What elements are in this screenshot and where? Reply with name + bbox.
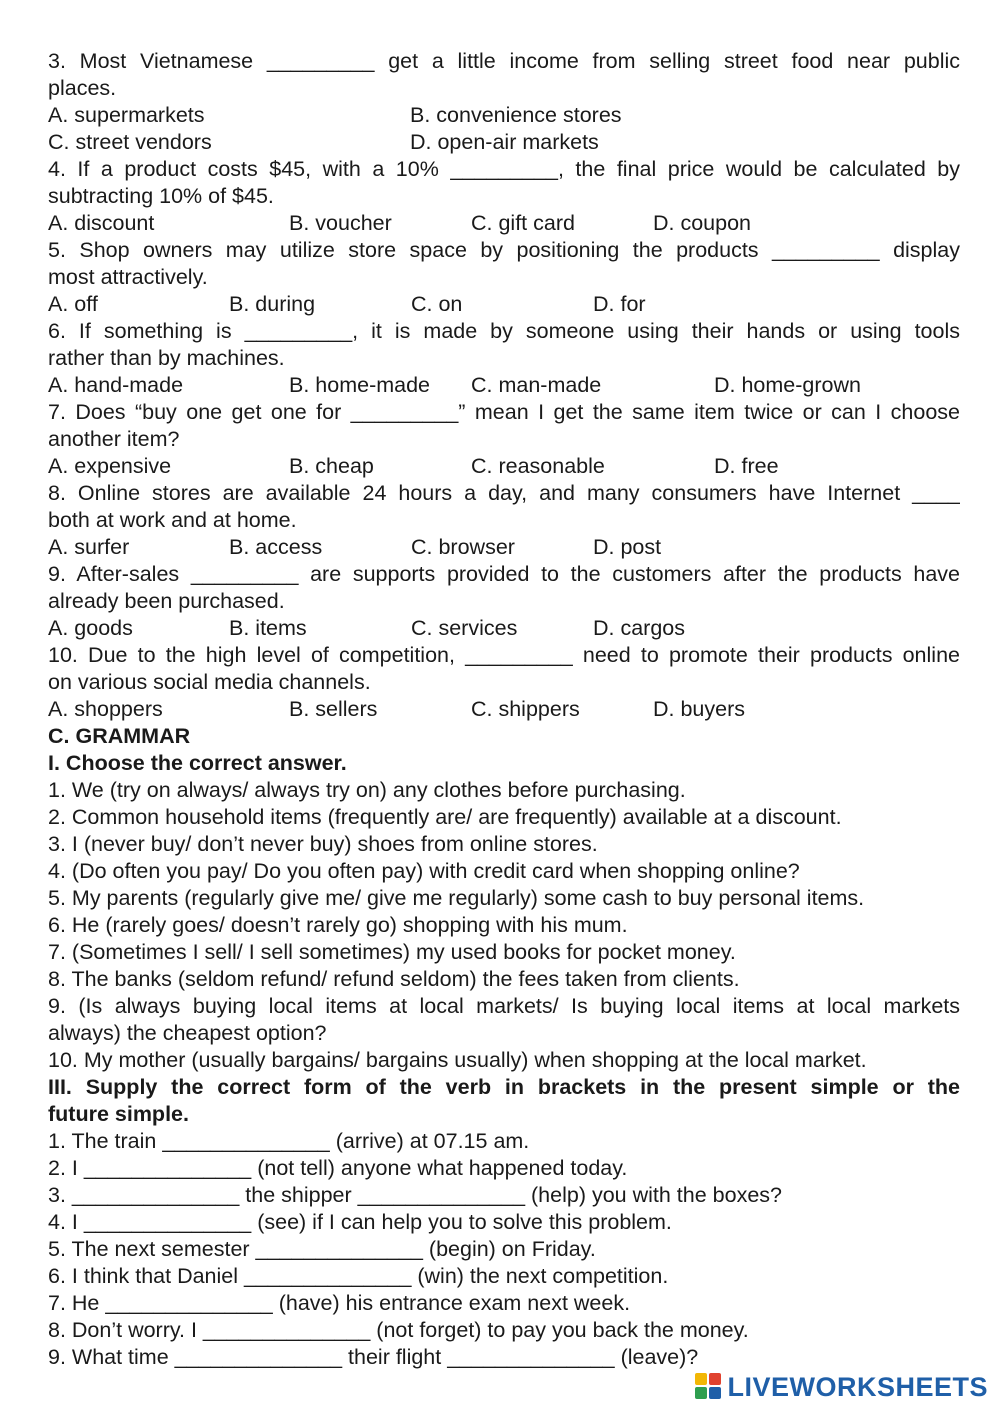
part-3-title-line2: future simple. [48, 1102, 189, 1126]
verb-form-item: 3. ______________ the shipper ______________ (help) you with the boxes? [48, 1183, 782, 1207]
grammar-item: 2. Common household items (frequently are/ are frequently) available at a discount. [48, 805, 842, 829]
option-c[interactable]: C. man-made [471, 373, 602, 397]
option-d[interactable]: D. coupon [653, 211, 752, 235]
option-b[interactable]: B. voucher [289, 211, 392, 235]
option-c[interactable]: C. browser [411, 535, 515, 559]
verb-form-item: 5. The next semester ______________ (begin) on Friday. [48, 1237, 596, 1261]
option-b[interactable]: B. sellers [289, 697, 378, 721]
question-4-options [48, 210, 960, 237]
grammar-item: 6. He (rarely goes/ doesn’t rarely go) shopping with his mum. [48, 913, 628, 937]
option-c[interactable]: C. on [411, 292, 463, 316]
question-10-line2: on various social media channels. [48, 670, 371, 694]
option-a[interactable]: A. off [48, 292, 98, 316]
question-9-line2: already been purchased. [48, 589, 285, 613]
option-a[interactable]: A. supermarkets [48, 103, 205, 127]
option-d[interactable]: D. open-air markets [410, 130, 599, 154]
option-d[interactable]: D. for [593, 292, 646, 316]
question-7-options [48, 453, 960, 480]
question-9-line1: 9. After-sales _________ are supports provided to the customers after the products have [48, 562, 960, 586]
grammar-item: 4. (Do often you pay/ Do you often pay) with credit card when shopping online? [48, 859, 800, 883]
question-5-options [48, 291, 960, 318]
question-8-line1: 8. Online stores are available 24 hours a day, and many consumers have Internet ____ [48, 481, 960, 505]
liveworksheets-logo-icon [695, 1373, 723, 1401]
question-7-line1: 7. Does “buy one get one for _________” mean I get the same item twice or can I choose [48, 400, 960, 424]
question-5-line1: 5. Shop owners may utilize store space by positioning the products _________ display [48, 238, 960, 262]
option-c[interactable]: C. gift card [471, 211, 575, 235]
part-3-title-line1: III. Supply the correct form of the verb in brackets in the present simple or the [48, 1075, 960, 1099]
section-heading-grammar: C. GRAMMAR [48, 724, 191, 748]
question-9-options [48, 615, 960, 642]
option-d[interactable]: D. free [714, 454, 779, 478]
part-1-title: I. Choose the correct answer. [48, 751, 347, 775]
question-8-options [48, 534, 960, 561]
question-3-options-row2 [48, 129, 960, 156]
question-4-line2: subtracting 10% of $45. [48, 184, 274, 208]
option-b[interactable]: B. items [229, 616, 307, 640]
grammar-item: 1. We (try on always/ always try on) any clothes before purchasing. [48, 778, 686, 802]
question-6-line2: rather than by machines. [48, 346, 285, 370]
grammar-item: 5. My parents (regularly give me/ give me regularly) some cash to buy personal items. [48, 886, 865, 910]
grammar-item-9-line2: always) the cheapest option? [48, 1021, 327, 1045]
question-10-line1: 10. Due to the high level of competition, _________ need to promote their products online [48, 643, 960, 667]
option-a[interactable]: A. surfer [48, 535, 130, 559]
question-7-line2: another item? [48, 427, 180, 451]
verb-form-item: 1. The train ______________ (arrive) at 07.15 am. [48, 1129, 530, 1153]
question-10-options [48, 696, 960, 723]
option-b[interactable]: B. cheap [289, 454, 374, 478]
option-c[interactable]: C. reasonable [471, 454, 605, 478]
verb-form-item: 8. Don’t worry. I ______________ (not forget) to pay you back the money. [48, 1318, 749, 1342]
option-a[interactable]: A. discount [48, 211, 155, 235]
grammar-item: 10. My mother (usually bargains/ bargains usually) when shopping at the local market. [48, 1048, 867, 1072]
worksheet-page [48, 48, 960, 1371]
question-8-line2: both at work and at home. [48, 508, 297, 532]
option-b[interactable]: B. convenience stores [410, 103, 622, 127]
option-d[interactable]: D. post [593, 535, 662, 559]
question-6-line1: 6. If something is _________, it is made by someone using their hands or using tools [48, 319, 960, 343]
option-a[interactable]: A. goods [48, 616, 133, 640]
option-a[interactable]: A. expensive [48, 454, 172, 478]
question-6-options [48, 372, 960, 399]
option-b[interactable]: B. access [229, 535, 323, 559]
question-3-line1: 3. Most Vietnamese _________ get a little income from selling street food near public [48, 49, 960, 73]
verb-form-item: 2. I ______________ (not tell) anyone what happened today. [48, 1156, 628, 1180]
question-5-line2: most attractively. [48, 265, 208, 289]
option-a[interactable]: A. hand-made [48, 373, 184, 397]
option-b[interactable]: B. home-made [289, 373, 431, 397]
question-4-line1: 4. If a product costs $45, with a 10% _________, the final price would be calculated by [48, 157, 960, 181]
question-3-line2: places. [48, 76, 117, 100]
grammar-item: 8. The banks (seldom refund/ refund seldom) the fees taken from clients. [48, 967, 740, 991]
verb-form-item: 6. I think that Daniel ______________ (win) the next competition. [48, 1264, 669, 1288]
option-c[interactable]: C. shippers [471, 697, 580, 721]
verb-form-item: 7. He ______________ (have) his entrance exam next week. [48, 1291, 631, 1315]
grammar-item: 7. (Sometimes I sell/ I sell sometimes) my used books for pocket money. [48, 940, 736, 964]
option-c[interactable]: C. services [411, 616, 518, 640]
option-a[interactable]: A. shoppers [48, 697, 163, 721]
verb-form-item: 9. What time ______________ their flight ______________ (leave)? [48, 1345, 699, 1369]
option-d[interactable]: D. cargos [593, 616, 686, 640]
liveworksheets-logo [695, 1370, 988, 1404]
option-d[interactable]: D. buyers [653, 697, 746, 721]
option-d[interactable]: D. home-grown [714, 373, 861, 397]
logo-text: LIVEWORKSHEETS [727, 1371, 988, 1402]
option-b[interactable]: B. during [229, 292, 316, 316]
option-c[interactable]: C. street vendors [48, 130, 212, 154]
grammar-item: 3. I (never buy/ don’t never buy) shoes from online stores. [48, 832, 598, 856]
question-3-options-row1 [48, 102, 960, 129]
grammar-item-9-line1: 9. (Is always buying local items at local markets/ Is buying local items at local markets [48, 994, 960, 1018]
verb-form-item: 4. I ______________ (see) if I can help you to solve this problem. [48, 1210, 672, 1234]
